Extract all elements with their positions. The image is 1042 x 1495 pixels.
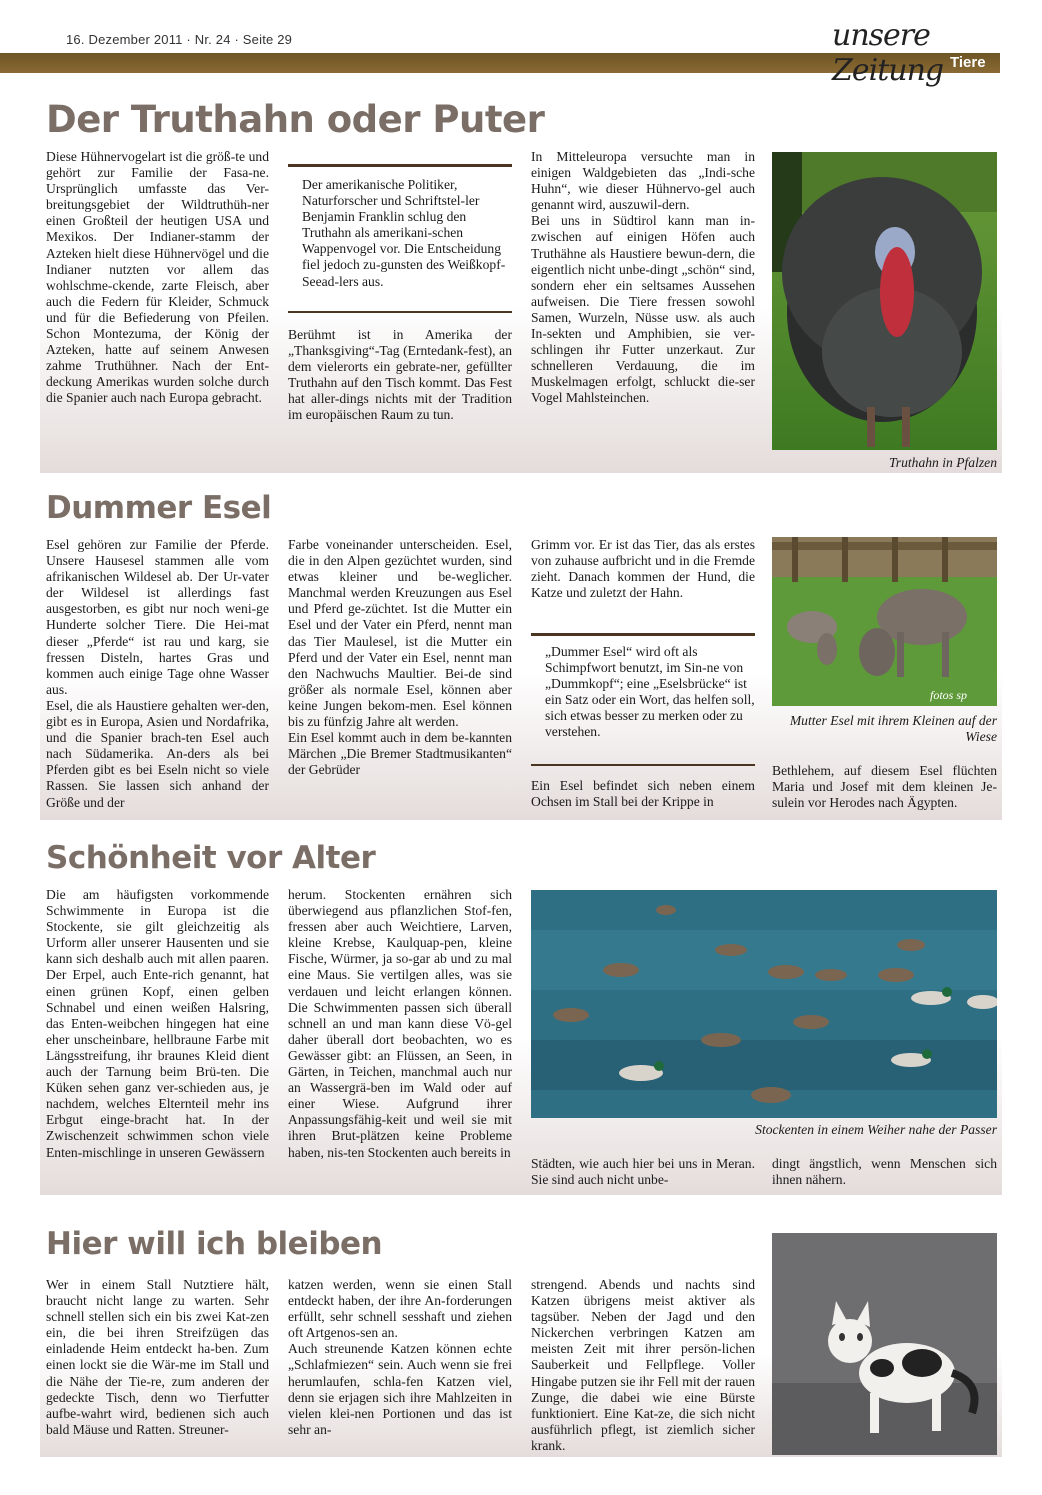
donkey-photo <box>772 537 997 706</box>
article-ducks-col1: Die am häufigsten vorkommende Schwimmente in Europa ist die Stockente, sie gilt gleichzeitig als Urform aller unserer Hausenten und sie kann sich deshalb auch mit allen paaren. Der Erpel, auch Ente-rich genannt, hat einen grünen Kopf, einen gelben Schnabel und einen weißen Halsring, das Enten-weibchen hingegen hat eine eher unscheinbare, hellbraune Farbe mit Längsstreifung, ihr braunes Kleid dient auch der Tarnung beim Brü-ten. Die Küken sehen ganz ver-schieden aus, je nachdem, welches Elternteil mehr ins Erbgut einge-bracht hat. In der Zwischenzeit schwimmen schon viele Enten-mischlinge in unseren Gewässern <box>46 887 269 1160</box>
date-line: 16. Dezember 2011 · Nr. 24 · Seite 29 <box>66 32 293 47</box>
donkey-photo-credit: fotos sp <box>930 688 968 702</box>
masthead-logo: unsere Zeitung <box>832 18 944 88</box>
cat-photo <box>772 1233 997 1455</box>
article-donkey-col3b: Ein Esel befindet sich neben einem Ochsen im Stall bei der Krippe in <box>531 778 755 810</box>
turkey-caption: Truthahn in Pfalzen <box>888 455 997 470</box>
ducks-caption: Stockenten in einem Weiher nahe der Passer <box>755 1122 997 1137</box>
article-turkey-col2: Berühmt ist in Amerika der „Thanksgiving“-Tag (Erntedank-fest), an dem vielerorts ein gebrate-ner, gefüllter Truthahn auf den Tisch kommt. Das Fest hat aller-dings nichts mit der Tradition im europäischen Raum zu tun. <box>288 327 512 423</box>
article-turkey-quote: Der amerikanische Politiker, Naturforscher und Schriftstel-ler Benjamin Franklin schlug den Truthahn als amerikani-schen Wappenvogel vor. Die Entscheidung fiel jedoch zu-gunsten des Weißkopf-Seead-lers aus. <box>288 164 512 313</box>
article-cats-col3: strengend. Abends und nachts sind Katzen übrigens meist aktiver als tagsüber. Neben der Jagd und den Nickerchen verbringen Katzen am meisten Zeit mit ihrer persön-lichen Sauberkeit und Fellpflege. Voller Hingabe putzen sie ihr Fell mit der rauen Zunge, die dabei wie eine Bürste funktioniert. Eine Kat-ze, die sich nicht ausführlich pflegt, ist ziemlich sicher krank. <box>531 1277 755 1453</box>
article-cats-title: Hier will ich bleiben <box>46 1226 383 1262</box>
turkey-photo <box>772 152 997 450</box>
article-donkey-col3: Grimm vor. Er ist das Tier, das als erstes von zuhause aufbricht und in die Fremde zieht. Danach kommen der Hund, die Katze und zuletzt der Hahn. <box>531 537 755 601</box>
article-ducks-col3: Städten, wie auch hier bei uns in Meran. Sie sind auch nicht unbe- <box>531 1156 755 1188</box>
article-donkey-title: Dummer Esel <box>46 490 272 526</box>
article-turkey-col1: Diese Hühnervogelart ist die größ-te und gehört zur Familie der Fasa-ne. Ursprünglich umfasste das Ver-breitungsgebiet der Wildtruthüh-ner einen Großteil der heutigen USA und Mexikos. Der Indianer-stamm der Azteken hielt diese Hühnervögel und die Indianer nutzten vor allem das wohlschme-ckende, zarte Fleisch, aber auch die Federn für Kleider, Schmuck und für die Befiederung von Pfeilen. Schon Montezuma, der König der Azteken, hatte auf seinem Anwesen zahme Truthühner. Nach der Ent-deckung Amerikas wurden solche durch die Spanier auch nach Europa gebracht. <box>46 149 269 406</box>
article-donkey-col2: Farbe voneinander unterscheiden. Esel, die in den Alpen gezüchtet wurden, sind etwas kleiner und be-weglicher. Manchmal werden Kreuzungen aus Esel und Pferd ge-züchtet. Ist die Mutter ein Esel und der Vater ein Pferd, nennt man das Tier Maulesel, ist die Mutter ein Pferd und der Vater ein Esel, nennt man den Nachwuchs Maultier. Bei-de sind größer als normale Esel, können aber keine Jungen bekom-men. Esel können bis zu fünfzig Jahre alt werden. Ein Esel kommt auch in dem be-kannten Märchen „Die Bremer Stadtmusikanten“ der Gebrüder <box>288 537 512 778</box>
article-ducks-col2: herum. Stockenten ernähren sich überwiegend aus pflanzlichen Stof-fen, fressen aber auch Weichtiere, Larven, kleine Krebse, Kaulquap-pen, kleine Fische, Würmer, ja so-gar ab und zu mal eine Maus. Sie vertilgen alles, was sie verdauen und leicht erlangen können. Die Schwimmenten passen sich überall schnell an und man kann diese Vö-gel daher überall dort beobachten, wo es Gewässer gibt: an Flüssen, an Seen, in Gärten, in Teichen, manchmal auch nur an Wassergrä-ben im Wald oder auf einer Wiese. Aufgrund ihrer Anpassungsfähig-keit und weil sie mit ihren Brut-plätzen keine Probleme haben, nis-ten Stockenten auch bereits in <box>288 887 512 1160</box>
article-ducks-col4: dingt ängstlich, wenn Menschen sich ihnen nähern. <box>772 1156 997 1188</box>
article-donkey-col1: Esel gehören zur Familie der Pferde. Unsere Hausesel stammen alle vom afrikanischen Wildesel ab. Der Ur-vater der Wildesel ist allerdings fast ausgestorben, es gibt nur noch weni-ge Hunderte solcher Tiere. Die Hei-mat dieser „Pferde“ ist rau und karg, sie fressen Disteln, hartes Gras und kommen auch einige Tage ohne Wasser aus. Esel, die als Haustiere gehalten wer-den, gibt es in Europa, Asien und Nordafrika, und die Spanier brach-ten Esel auch nach Südamerika. An-ders als bei Pferden gibt es bei Eseln nicht so viele Rassen. Sie lassen sich anhand der Größe und der <box>46 537 269 810</box>
section-label: Tiere <box>950 54 986 71</box>
article-donkey-quote: „Dummer Esel“ wird oft als Schimpfwort benutzt, im Sin-ne von „Dummkopf“; eine „Eselsbrücke“ ist ein Satz oder ein Wort, das helfen soll, sich etwas besser zu merken oder zu verstehen. <box>531 633 755 766</box>
article-turkey-title: Der Truthahn oder Puter <box>46 98 545 141</box>
article-turkey-col3: In Mitteleuropa versuchte man in einigen Waldgebieten das „Indi-sche Huhn“, wie dieser Hühnervo-gel auch genannt wird, auszuwil-dern. Bei uns in Südtirol kann man in-zwischen auf einigen Höfen auch Truthähne als Haustiere bewun-dern, die eigentlich nicht unbe-dingt „schön“ sind, sondern eher ein seltsames Aussehen aufweisen. Die Tiere fressen sowohl Samen, Wurzeln, Nüsse usw. als auch In-sekten und Amphibien, sie ver-schlingen ihr Futter unzerkaut. Zur schnelleren Verdauung, die im Muskelmagen erfolgt, schluckt die-ser Vogel Mahlsteinchen. <box>531 149 755 406</box>
article-cats-col1: Wer in einem Stall Nutztiere hält, braucht nicht lange zu warten. Sehr schnell stellen sich ein bis zwei Kat-zen ein, die bei ihren Streifzügen das einladende Heim entdeckt ha-ben. Zum einen lockt sie die Wär-me im Stall und die Nähe der Tie-re, zum anderen der gedeckte Tisch, denn wo Tierfutter aufbe-wahrt wird, bedienen sich auch bald Mäuse und Ratten. Streuner- <box>46 1277 269 1437</box>
ducks-photo <box>531 890 997 1118</box>
article-cats-col2: katzen werden, wenn sie einen Stall entdeckt haben, der ihre An-forderungen erfüllt, sehr schnell sesshaft und ziehen oft Artgenos-sen an. Auch streunende Katzen können echte „Schlafmiezen“ sein. Auch wenn sie frei herumlaufen, schla-fen Katzen viel, denn sie erjagen sich ihre Mahlzeiten in vielen klei-nen Portionen und das ist sehr an- <box>288 1277 512 1437</box>
article-ducks-title: Schönheit vor Alter <box>46 840 376 876</box>
donkey-caption: Mutter Esel mit ihrem Kleinen auf der Wiese <box>789 713 997 744</box>
article-donkey-col4: Bethlehem, auf diesem Esel flüchten Maria und Josef mit dem kleinen Je-sulein vor Herodes nach Ägypten. <box>772 763 997 811</box>
